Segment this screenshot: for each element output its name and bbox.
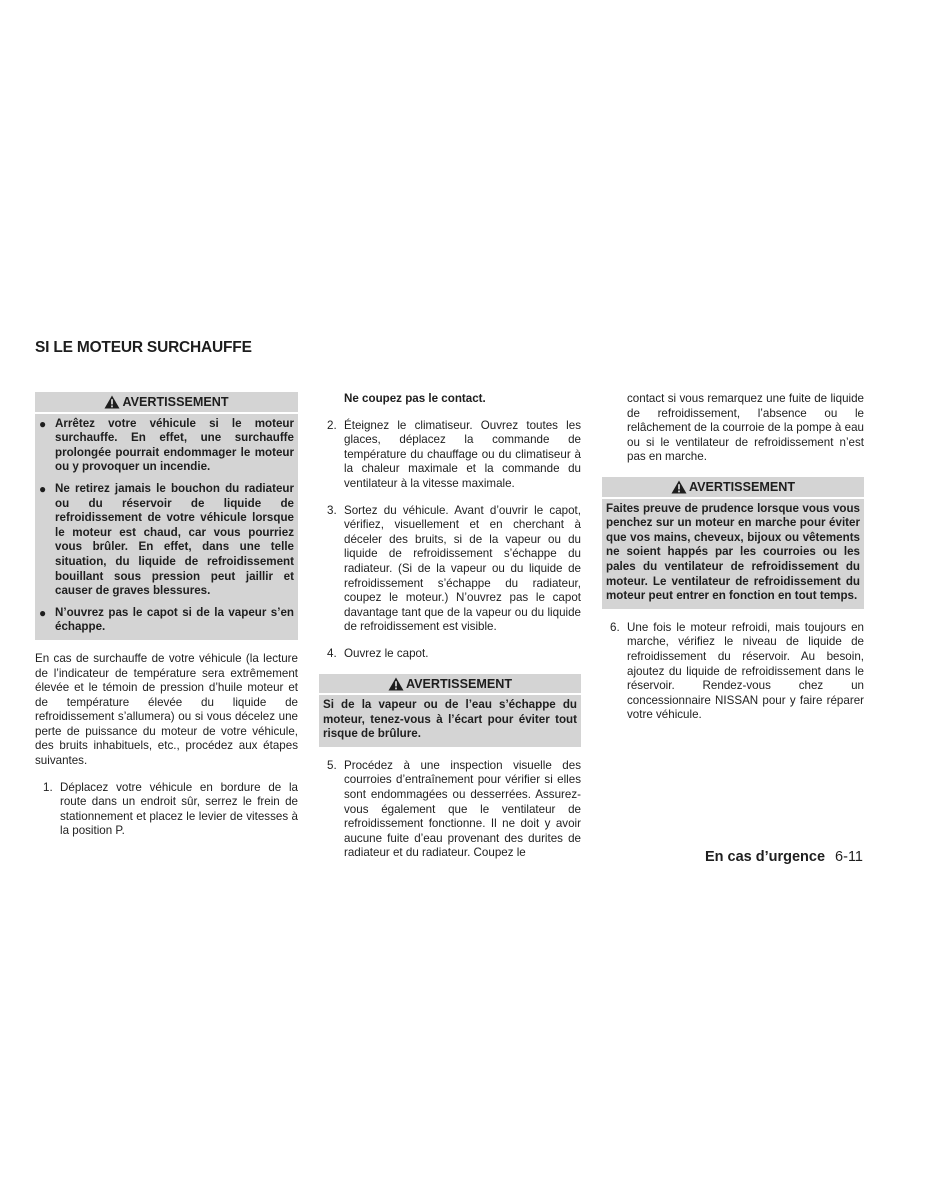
column-1: [35, 392, 298, 851]
step-5: [319, 759, 581, 861]
step-6: [602, 621, 864, 723]
warning-title: AVERTISSEMENT: [122, 395, 229, 409]
warning-box-2: [319, 674, 581, 747]
step-number: 4.: [327, 646, 337, 660]
intro-paragraph: En cas de surchauffe de votre véhicule (la lecture de l’indicateur de température sera extrêmement élevée et le témoin de pression d’huile moteur et de température élevée du liquide de refroidissement s’allumera) ou si vous décelez une perte de puissance du moteur de votre véhicule, des bruits inhabituels, etc., procédez aux étapes suivantes.: [35, 651, 298, 768]
warning-header: [35, 392, 298, 414]
warning-text: Faites preuve de prudence lorsque vous vous penchez sur un moteur en marche pour éviter que vos mains, cheveux, bijoux ou vêtements ne soient happés par les courroies ou les pales du ventilateur de refroidissement du moteur. Le ventilateur de refroidissement du moteur peut entrer en fonction en tout temps.: [606, 501, 860, 603]
warning-triangle-icon: [104, 395, 120, 409]
step-3: [319, 504, 581, 635]
step-text: Sortez du véhicule. Avant d’ouvrir le capot, vérifiez, visuellement et en cherchant à déceler des bruits, si de la vapeur ou du liquide de refroidissement s’échappe du radiateur. (Si de la vapeur ou du liquide de refroidissement s’échappe du radiateur, coupez le moteur.) N’ouvrez pas le capot davantage tant que de la vapeur ou du liquide de refroidissement est visible.: [344, 503, 581, 634]
warning-title: AVERTISSEMENT: [688, 479, 796, 494]
column-2: [319, 392, 581, 873]
bullet-dot: ●: [39, 605, 47, 620]
page-title: SI LE MOTEUR SURCHAUFFE: [35, 339, 252, 356]
bullet-text: N’ouvrez pas le capot si de la vapeur s’en échappe.: [55, 605, 294, 634]
warning-header: [602, 477, 864, 499]
step-text: Éteignez le climatiseur. Ouvrez toutes les glaces, déplacez la commande de température du chauffage ou du climatiseur à la chaleur maximale et la commande du ventilateur à la vitesse maximale.: [344, 418, 581, 490]
step-number: 1.: [43, 780, 53, 794]
warning-header: [319, 674, 581, 696]
step-1-continued: Ne coupez pas le contact.: [344, 392, 486, 405]
step-text: Une fois le moteur refroidi, mais toujours en marche, vérifiez le niveau de liquide de refroidissement du réservoir. Au besoin, ajoutez du liquide de refroidissement dans le réservoir. Rendez-vous chez un concessionnaire NISSAN pour y faire réparer votre véhicule.: [627, 620, 864, 722]
page-footer: [705, 849, 863, 865]
step-number: 3.: [327, 503, 337, 517]
step-text: Déplacez votre véhicule en bordure de la route dans un endroit sûr, serrez le frein de stationnement et placez le levier de vitesses à la position P.: [60, 780, 298, 838]
warning-triangle-icon: [388, 677, 404, 691]
warning-title: AVERTISSEMENT: [405, 676, 513, 691]
list-item: [39, 417, 294, 475]
bullet-text: Arrêtez votre véhicule si le moteur surchauffe. En effet, une surchauffe prolongée pourrait endommager le moteur ou y provoquer un incendie.: [55, 416, 294, 474]
step-text: Procédez à une inspection visuelle des courroies d’entraînement pour vérifier si elles sont endommagées ou desserrées. Assurez-vous également que le ventilateur de refroidissement fonctionne. Il ne doit y avoir aucune fuite d’eau provenant des durites de radiateur et du radiateur. Coupez le: [344, 758, 581, 860]
list-item: [39, 482, 294, 599]
list-item: [39, 606, 294, 635]
step-number: 5.: [327, 758, 337, 772]
page-number: 6-11: [835, 849, 863, 865]
step-5-continued: contact si vous remarquez une fuite de liquide de refroidissement, l’absence ou le relâchement de la courroie de la pompe à eau ou si le ventilateur de refroidissement n’est pas en marche.: [627, 392, 864, 464]
warning-box-3: [602, 477, 864, 609]
step-number: 6.: [610, 620, 620, 634]
warning-triangle-icon: [671, 480, 687, 494]
step-2: [319, 419, 581, 492]
bullet-dot: ●: [39, 481, 47, 496]
warning-body: [35, 414, 298, 640]
bullet-dot: ●: [39, 416, 47, 431]
warning-box-1: [35, 392, 298, 640]
step-1: [35, 781, 298, 839]
column-3: [602, 392, 864, 735]
footer-section: En cas d’urgence: [704, 849, 826, 865]
step-text: Ouvrez le capot.: [344, 646, 429, 660]
step-number: 2.: [327, 418, 337, 432]
step-4: [319, 647, 581, 662]
warning-text: Si de la vapeur ou de l’eau s’échappe du moteur, tenez-vous à l’écart pour éviter tout risque de brûlure.: [323, 698, 577, 741]
bullet-text: Ne retirez jamais le bouchon du radiateur ou du réservoir de liquide de refroidissement de votre véhicule lorsque le moteur est chaud, car vous pourriez vous brûler. En effet, dans une telle situation, du liquide de refroidissement bouillant sous pression peut jaillir et causer de graves blessures.: [55, 481, 294, 598]
